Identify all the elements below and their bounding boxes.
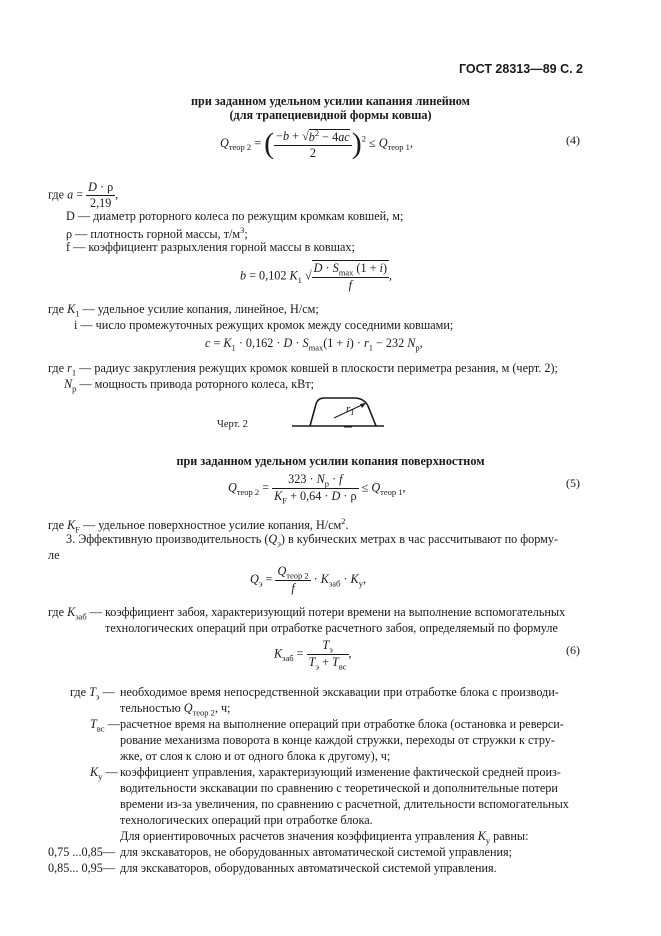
equation-number: (5) — [566, 476, 580, 490]
figure-radius-label: $r_1$ — [346, 403, 355, 418]
document-header: ГОСТ 28313—89 С. 2 — [458, 62, 583, 76]
paragraph-3-line1: 3. Эффективную производительность $(Q_э)$ в кубических метрах в час рассчитывают по форму- — [66, 532, 559, 549]
definition-Tvs-line3: жке, от слоя к слою и от одного блока к другому), ч; — [120, 749, 391, 763]
equation-number: (6) — [566, 643, 580, 657]
section-title: при заданном удельном усилии капания линейном — [191, 94, 470, 108]
range-text-2: для экскаваторов, оборудованных автоматической системой управления. — [120, 861, 497, 875]
definition-a: где a = $\frac{D \cdot \rho}{2,19}$ , — [48, 180, 119, 210]
definition-D: D — диаметр роторного колеса по режущим кромкам ковшей, м; — [66, 209, 404, 223]
bucket-profile-figure — [290, 392, 386, 432]
definition-Kzab-cont: технологических операций при отработке расчетного забоя, определяемый по формуле — [105, 621, 558, 635]
range-value-1: 0,75 ...0,85— — [48, 845, 116, 859]
formula-c: $c = K_1 \cdot 0,162 \cdot D \cdot S_{max}(1 + i) \cdot r_1 - 232$ $N_р$, — [205, 336, 423, 353]
definition-Ky-line2: водительности экскавации по сравнению с теоретической и дополнительные потери — [120, 781, 558, 795]
definition-f: f — коэффициент разрыхления горной массы в ковшах; — [66, 240, 355, 254]
definition-Tvs-line2: рование механизма поворота в конце каждой стружки, переходы от стружки к стру- — [120, 733, 555, 747]
definition-rho: ρ — плотность горной массы, $т/м^3$; — [66, 225, 248, 242]
definition-Te-line1: необходимое время непосредственной экскавации при отработке блока с производи- — [120, 685, 559, 699]
equation-5: $Q_{теор 2}$ = $\frac{323 \cdot N_р \cdot f}{K_F + 0,64 \cdot D \cdot \rho}$ ≤ $Q_{теор 1}$, — [228, 472, 406, 506]
definition-i: i — число промежуточных режущих кромок между соседними ковшами; — [74, 318, 454, 332]
definition-KF: где $K_F$ — удельное поверхностное усилие копания, $Н/см^2$. — [48, 516, 349, 535]
definition-Tvs-line1: расчетное время на выполнение операций при отработке блока (остановка и реверси- — [120, 717, 564, 731]
definition-Np: $N_р$ — мощность привода роторного колеса, кВт; — [64, 377, 315, 394]
definition-Ky-symbol: $K_у$ — — [90, 765, 118, 782]
range-text-1: для экскаваторов, не оборудованных автоматической системой управления; — [120, 845, 512, 859]
equation-number: (4) — [566, 133, 580, 147]
section-title-2: при заданном удельном усилии копания поверхностном — [176, 454, 485, 468]
definition-Ky-line4: технологических операций при отработке блока. — [120, 813, 373, 827]
formula-Qe: $Q_э$ = $\frac{Q_{теор 2}}{f}$ · $K_{заб} \cdot K_у$, — [250, 564, 366, 596]
definition-Ky-line1: коэффициент управления, характеризующий изменение фактической средней произ- — [120, 765, 561, 779]
paragraph-3-line2: ле — [48, 548, 60, 562]
section-subtitle: (для трапециевидной формы ковша) — [229, 108, 432, 122]
definition-K1: где $K_1$ — удельное усилие копания, линейное, Н/см; — [48, 302, 319, 319]
figure-caption: Черт. 2 — [217, 419, 248, 430]
formula-b: b = 0,102 $K_1$ √ $\frac{D \cdot S_{max} (1 + i)}{f}$ , — [240, 261, 393, 293]
definition-Ky-line5: Для ориентировочных расчетов значения коэффициента управления $K_у$ равны: — [120, 829, 529, 846]
equation-6: $K_{заб}$ = $\frac{T_э}{T_э + T_{вс}}$ , — [274, 638, 352, 672]
definition-Ky-line3: времени из-за увеличения, по сравнению с расчетной, длительности вспомогательных — [120, 797, 569, 811]
range-value-2: 0,85... 0,95— — [48, 861, 116, 875]
definition-r1: где $r_1$ — радиус закругления режущих кромок ковшей в плоскости периметра резания, м (черт. 2); — [48, 361, 558, 378]
definition-Tvs-symbol: $T_{вс}$ — — [90, 717, 120, 734]
definition-Te-symbol: где $T_э$ — — [70, 685, 115, 702]
equation-4: $Q_{теор 2}$ = ( $\frac{-b + √b^2 - 4ac}{2}$ )$^2 \le Q_{теор 1}$, — [220, 127, 413, 160]
definition-Kzab: где $K_{заб}$ — коэффициент забоя, характеризующий потери времени на выполнение вспомогательных — [48, 605, 566, 622]
definition-Te-line2: тельностью $Q_{теор 2}$, ч; — [120, 701, 231, 718]
